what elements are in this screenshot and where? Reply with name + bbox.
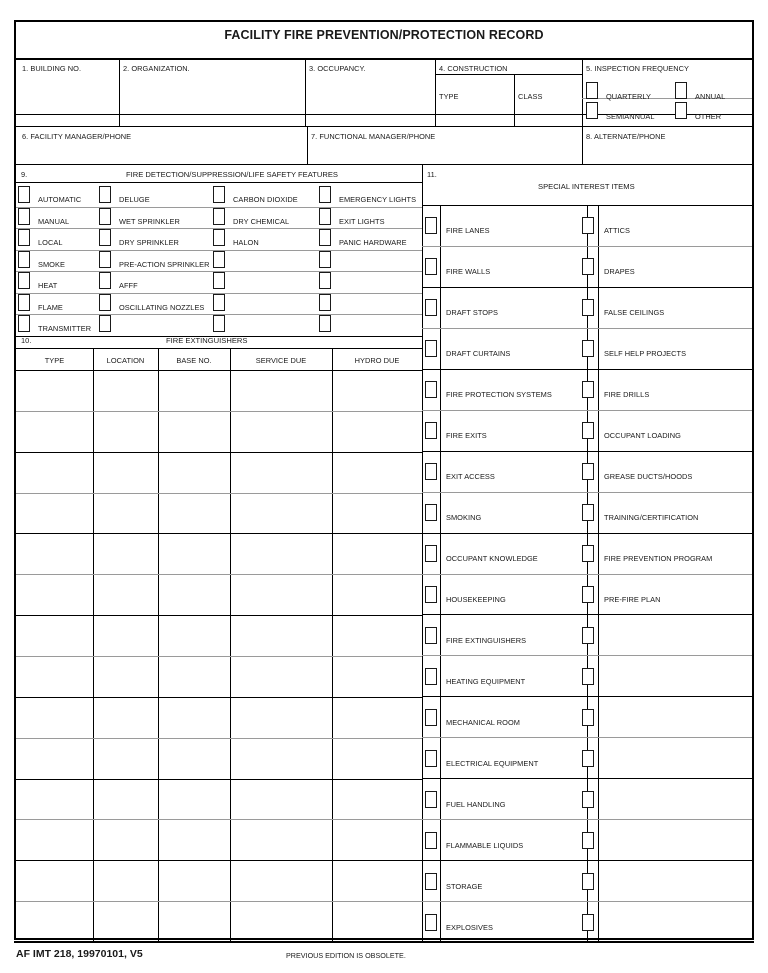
label-exit-lights: EXIT LIGHTS: [339, 217, 385, 226]
section9-number: 9.: [21, 170, 28, 179]
checkbox-wet-sprinkler[interactable]: [99, 208, 111, 225]
cell-location[interactable]: [93, 411, 158, 452]
checkbox-draft-curtains[interactable]: [425, 340, 437, 357]
cell-hydro-due[interactable]: [332, 901, 422, 942]
label-wet-sprinkler: WET SPRINKLER: [119, 217, 180, 226]
cell-base-no[interactable]: [158, 819, 230, 860]
checkbox-deluge[interactable]: [99, 186, 111, 203]
label-facility-manager-phone: 6. FACILITY MANAGER/PHONE: [22, 132, 132, 141]
table-row: [16, 452, 422, 493]
section11-row-divider: [422, 778, 752, 779]
checkbox-heating-equipment[interactable]: [425, 668, 437, 685]
label-semiannual: SEMIANNUAL: [606, 112, 655, 121]
section11-heading: SPECIAL INTEREST ITEMS: [538, 182, 635, 191]
label-fire-protection-systems: FIRE PROTECTION SYSTEMS: [446, 390, 552, 399]
input-construction-class[interactable]: [516, 84, 581, 125]
table-row: [16, 779, 422, 820]
checkbox-blank-right-14[interactable]: [582, 791, 594, 808]
label-draft-curtains: DRAFT CURTAINS: [446, 349, 511, 358]
cell-hydro-due[interactable]: [332, 533, 422, 574]
column-header-base-no: BASE NO.: [176, 356, 212, 365]
label-flame: FLAME: [38, 303, 63, 312]
cell-type[interactable]: [16, 738, 93, 779]
label-functional-manager-phone: 7. FUNCTIONAL MANAGER/PHONE: [311, 132, 436, 141]
checkbox-occupant-loading[interactable]: [582, 422, 594, 439]
table-row: [16, 819, 422, 860]
checkbox-dry-chemical[interactable]: [213, 208, 225, 225]
section10-number: 10.: [21, 336, 32, 345]
cell-type[interactable]: [16, 901, 93, 942]
checkbox-quarterly[interactable]: [586, 82, 598, 99]
label-automatic: AUTOMATIC: [38, 195, 82, 204]
divider-facility-functional: [307, 126, 308, 164]
checkbox-pre-action-sprinkler[interactable]: [99, 251, 111, 268]
divider-construction-inspection: [582, 60, 583, 126]
cell-location[interactable]: [93, 860, 158, 901]
cell-service-due[interactable]: [230, 901, 332, 942]
cell-base-no[interactable]: [158, 574, 230, 615]
label-smoking: SMOKING: [446, 513, 482, 522]
checkbox-fire-prevention-program[interactable]: [582, 545, 594, 562]
table-row: [16, 493, 422, 534]
cell-service-due[interactable]: [230, 697, 332, 738]
section11-row-divider: [422, 287, 752, 288]
label-fuel-handling: FUEL HANDLING: [446, 800, 506, 809]
checkbox-fire-drills[interactable]: [582, 381, 594, 398]
label-annual: ANNUAL: [695, 92, 726, 101]
cell-type[interactable]: [16, 779, 93, 820]
column-header-service-due: SERVICE DUE: [255, 356, 307, 365]
section11-row-divider: [422, 246, 752, 247]
section11-number: 11.: [427, 170, 437, 179]
checkbox-blank-2-5[interactable]: [213, 294, 225, 311]
construction-header-divider: [435, 74, 582, 75]
cell-hydro-due[interactable]: [332, 574, 422, 615]
section11-row-divider: [422, 328, 752, 329]
checkbox-fire-walls[interactable]: [425, 258, 437, 275]
label-transmitter: TRANSMITTER: [38, 324, 92, 333]
cell-service-due[interactable]: [230, 779, 332, 820]
label-fire-prevention-program: FIRE PREVENTION PROGRAM: [604, 554, 713, 563]
label-local: LOCAL: [38, 238, 63, 247]
checkbox-housekeeping[interactable]: [425, 586, 437, 603]
cell-location[interactable]: [93, 901, 158, 942]
label-fire-extinguishers: FIRE EXTINGUISHERS: [446, 636, 527, 645]
label-attics: ATTICS: [604, 226, 631, 235]
form-outer-frame: [14, 20, 754, 940]
cell-hydro-due[interactable]: [332, 370, 422, 411]
section11-row-divider: [422, 451, 752, 452]
section11-row-divider: [422, 492, 752, 493]
footer-divider: [14, 941, 754, 943]
label-exit-access: EXIT ACCESS: [446, 472, 495, 481]
checkbox-blank-right-10[interactable]: [582, 627, 594, 644]
checkbox-false-ceilings[interactable]: [582, 299, 594, 316]
label-other: OTHER: [695, 112, 722, 121]
cell-hydro-due[interactable]: [332, 697, 422, 738]
divider-building-organization: [119, 60, 120, 126]
cell-base-no[interactable]: [158, 779, 230, 820]
divider-type-class: [514, 74, 515, 126]
section9-heading: FIRE DETECTION/SUPPRESSION/LIFE SAFETY FEATURES: [126, 170, 338, 179]
column-header-type: TYPE: [44, 356, 65, 365]
checkbox-panic-hardware[interactable]: [319, 229, 331, 246]
checkbox-pre-fire-plan[interactable]: [582, 586, 594, 603]
cell-location[interactable]: [93, 697, 158, 738]
checkbox-grease-ducts-hoods[interactable]: [582, 463, 594, 480]
checkbox-self-help-projects[interactable]: [582, 340, 594, 357]
label-housekeeping: HOUSEKEEPING: [446, 595, 506, 604]
cell-service-due[interactable]: [230, 819, 332, 860]
checkbox-blank-2-6[interactable]: [213, 315, 225, 332]
section11-row-divider: [422, 410, 752, 411]
label-dry-chemical: DRY CHEMICAL: [233, 217, 290, 226]
label-alternate-phone: 8. ALTERNATE/PHONE: [586, 132, 666, 141]
section11-row-divider: [422, 860, 752, 861]
checkbox-blank-3-4[interactable]: [319, 272, 331, 289]
section11-row-divider: [422, 533, 752, 534]
section11-row-divider: [422, 574, 752, 575]
label-pre-fire-plan: PRE-FIRE PLAN: [604, 595, 661, 604]
cell-hydro-due[interactable]: [332, 738, 422, 779]
title-divider: [16, 58, 752, 60]
cell-service-due[interactable]: [230, 370, 332, 411]
section11-row-divider: [422, 901, 752, 902]
cell-service-due[interactable]: [230, 860, 332, 901]
table-row: [16, 411, 422, 452]
checkbox-emergency-lights[interactable]: [319, 186, 331, 203]
checkbox-electrical-equipment[interactable]: [425, 750, 437, 767]
checkbox-mechanical-room[interactable]: [425, 709, 437, 726]
label-inspection-frequency: 5. INSPECTION FREQUENCY: [586, 64, 689, 73]
cell-location[interactable]: [93, 738, 158, 779]
label-construction-type: TYPE: [439, 92, 459, 101]
row-b-bottom-divider: [16, 164, 752, 165]
label-heating-equipment: HEATING EQUIPMENT: [446, 677, 526, 686]
cell-hydro-due[interactable]: [332, 656, 422, 697]
cell-base-no[interactable]: [158, 533, 230, 574]
label-drapes: DRAPES: [604, 267, 635, 276]
cell-location[interactable]: [93, 615, 158, 656]
checkbox-blank-2-4[interactable]: [213, 272, 225, 289]
label-fire-exits: FIRE EXITS: [446, 431, 487, 440]
checkbox-exit-lights[interactable]: [319, 208, 331, 225]
label-dry-sprinkler: DRY SPRINKLER: [119, 238, 179, 247]
checkbox-fire-protection-systems[interactable]: [425, 381, 437, 398]
cell-type[interactable]: [16, 615, 93, 656]
table-row: [16, 697, 422, 738]
cell-hydro-due[interactable]: [332, 411, 422, 452]
checkbox-halon[interactable]: [213, 229, 225, 246]
label-occupancy: 3. OCCUPANCY.: [309, 64, 366, 73]
cell-type[interactable]: [16, 697, 93, 738]
section9-heading-divider: [16, 182, 422, 183]
label-grease-ducts-hoods: GREASE DUCTS/HOODS: [604, 472, 693, 481]
checkbox-blank-right-17[interactable]: [582, 914, 594, 931]
section10-heading: FIRE EXTINGUISHERS: [166, 336, 248, 345]
table-row: [16, 860, 422, 901]
checkbox-oscillating-nozzles[interactable]: [99, 294, 111, 311]
input-construction-type[interactable]: [437, 84, 513, 125]
label-organization: 2. ORGANIZATION.: [123, 64, 190, 73]
cell-type[interactable]: [16, 411, 93, 452]
cell-hydro-due[interactable]: [332, 819, 422, 860]
table-row: [16, 370, 422, 411]
label-fire-walls: FIRE WALLS: [446, 267, 491, 276]
cell-hydro-due[interactable]: [332, 860, 422, 901]
cell-service-due[interactable]: [230, 738, 332, 779]
cell-base-no[interactable]: [158, 452, 230, 493]
divider-left-right-panels: [422, 164, 423, 942]
table-row: [16, 615, 422, 656]
checkbox-semiannual[interactable]: [586, 102, 598, 119]
section11-row-divider: [422, 614, 752, 615]
input-organization[interactable]: [121, 74, 304, 125]
label-manual: MANUAL: [38, 217, 70, 226]
cell-type[interactable]: [16, 574, 93, 615]
checkbox-explosives[interactable]: [425, 914, 437, 931]
cell-service-due[interactable]: [230, 493, 332, 534]
cell-base-no[interactable]: [158, 656, 230, 697]
column-header-hydro-due: HYDRO DUE: [354, 356, 400, 365]
table-row: [16, 901, 422, 942]
cell-location[interactable]: [93, 656, 158, 697]
page-title: FACILITY FIRE PREVENTION/PROTECTION RECORD: [224, 28, 544, 42]
label-building-no: 1. BUILDING NO.: [22, 64, 82, 73]
checkbox-transmitter[interactable]: [18, 315, 30, 332]
checkbox-carbon-dioxide[interactable]: [213, 186, 225, 203]
checkbox-heat[interactable]: [18, 272, 30, 289]
checkbox-smoking[interactable]: [425, 504, 437, 521]
label-construction: 4. CONSTRUCTION: [439, 64, 508, 73]
label-draft-stops: DRAFT STOPS: [446, 308, 499, 317]
section11-row-divider: [422, 696, 752, 697]
checkbox-blank-3-6[interactable]: [319, 315, 331, 332]
label-pre-action-sprinkler: PRE-ACTION SPRINKLER: [119, 260, 210, 269]
cell-base-no[interactable]: [158, 615, 230, 656]
cell-service-due[interactable]: [230, 411, 332, 452]
checkbox-blank-right-11[interactable]: [582, 668, 594, 685]
cell-hydro-due[interactable]: [332, 493, 422, 534]
label-carbon-dioxide: CARBON DIOXIDE: [233, 195, 298, 204]
label-smoke: SMOKE: [38, 260, 65, 269]
checkbox-attics[interactable]: [582, 217, 594, 234]
checkbox-automatic[interactable]: [18, 186, 30, 203]
input-alternate-phone[interactable]: [584, 142, 751, 163]
checkbox-blank-1-6[interactable]: [99, 315, 111, 332]
label-construction-class: CLASS: [518, 92, 543, 101]
label-occupant-loading: OCCUPANT LOADING: [604, 431, 681, 440]
label-emergency-lights: EMERGENCY LIGHTS: [339, 195, 417, 204]
checkbox-blank-right-13[interactable]: [582, 750, 594, 767]
input-facility-manager-phone[interactable]: [17, 142, 306, 163]
section11-row-divider: [422, 819, 752, 820]
divider-organization-occupancy: [305, 60, 306, 126]
cell-location[interactable]: [93, 819, 158, 860]
cell-hydro-due[interactable]: [332, 615, 422, 656]
checkbox-storage[interactable]: [425, 873, 437, 890]
cell-base-no[interactable]: [158, 901, 230, 942]
checkbox-local[interactable]: [18, 229, 30, 246]
cell-location[interactable]: [93, 574, 158, 615]
checkbox-afff[interactable]: [99, 272, 111, 289]
label-explosives: EXPLOSIVES: [446, 923, 493, 932]
cell-service-due[interactable]: [230, 533, 332, 574]
checkbox-draft-stops[interactable]: [425, 299, 437, 316]
label-oscillating-nozzles: OSCILLATING NOZZLES: [119, 303, 205, 312]
checkbox-fire-extinguishers[interactable]: [425, 627, 437, 644]
checkbox-blank-right-15[interactable]: [582, 832, 594, 849]
checkbox-blank-right-16[interactable]: [582, 873, 594, 890]
cell-base-no[interactable]: [158, 370, 230, 411]
previous-edition-note: PREVIOUS EDITION IS OBSOLETE.: [286, 951, 406, 960]
cell-location[interactable]: [93, 452, 158, 493]
label-storage: STORAGE: [446, 882, 483, 891]
cell-service-due[interactable]: [230, 574, 332, 615]
input-functional-manager-phone[interactable]: [309, 142, 581, 163]
label-mechanical-room: MECHANICAL ROOM: [446, 718, 520, 727]
label-electrical-equipment: ELECTRICAL EQUIPMENT: [446, 759, 539, 768]
label-false-ceilings: FALSE CEILINGS: [604, 308, 665, 317]
checkbox-blank-right-12[interactable]: [582, 709, 594, 726]
checkbox-drapes[interactable]: [582, 258, 594, 275]
cell-type[interactable]: [16, 860, 93, 901]
cell-base-no[interactable]: [158, 493, 230, 534]
cell-type[interactable]: [16, 533, 93, 574]
table-row: [16, 656, 422, 697]
cell-location[interactable]: [93, 493, 158, 534]
input-building-no[interactable]: [17, 74, 118, 125]
cell-type[interactable]: [16, 656, 93, 697]
cell-location[interactable]: [93, 370, 158, 411]
checkbox-smoke[interactable]: [18, 251, 30, 268]
checkbox-blank-2-3[interactable]: [213, 251, 225, 268]
cell-service-due[interactable]: [230, 452, 332, 493]
table-row: [16, 738, 422, 779]
cell-base-no[interactable]: [158, 697, 230, 738]
label-panic-hardware: PANIC HARDWARE: [339, 238, 407, 247]
checkbox-flame[interactable]: [18, 294, 30, 311]
cell-type[interactable]: [16, 493, 93, 534]
input-occupancy[interactable]: [307, 74, 434, 125]
label-fire-lanes: FIRE LANES: [446, 226, 490, 235]
checkbox-training-certification[interactable]: [582, 504, 594, 521]
section11-row-divider: [422, 369, 752, 370]
cell-base-no[interactable]: [158, 411, 230, 452]
divider-occupancy-construction: [435, 60, 436, 126]
checkbox-occupant-knowledge[interactable]: [425, 545, 437, 562]
checkbox-other[interactable]: [675, 102, 687, 119]
cell-type[interactable]: [16, 452, 93, 493]
checkbox-fuel-handling[interactable]: [425, 791, 437, 808]
table-row: [16, 533, 422, 574]
label-fire-drills: FIRE DRILLS: [604, 390, 650, 399]
section11-row-divider: [422, 737, 752, 738]
table-row: [16, 574, 422, 615]
checkbox-blank-3-5[interactable]: [319, 294, 331, 311]
cell-base-no[interactable]: [158, 738, 230, 779]
checkbox-exit-access[interactable]: [425, 463, 437, 480]
cell-location[interactable]: [93, 533, 158, 574]
row-a-bottom-divider: [16, 126, 752, 127]
label-flammable-liquids: FLAMMABLE LIQUIDS: [446, 841, 524, 850]
label-deluge: DELUGE: [119, 195, 150, 204]
label-heat: HEAT: [38, 281, 58, 290]
section11-row-divider: [422, 655, 752, 656]
label-training-certification: TRAINING/CERTIFICATION: [604, 513, 699, 522]
form-number: AF IMT 218, 19970101, V5: [16, 948, 143, 960]
label-halon: HALON: [233, 238, 259, 247]
checkbox-fire-exits[interactable]: [425, 422, 437, 439]
section10-heading-divider: [16, 348, 422, 349]
cell-hydro-due[interactable]: [332, 779, 422, 820]
cell-type[interactable]: [16, 370, 93, 411]
checkbox-blank-3-3[interactable]: [319, 251, 331, 268]
label-self-help-projects: SELF HELP PROJECTS: [604, 349, 687, 358]
cell-hydro-due[interactable]: [332, 452, 422, 493]
checkbox-dry-sprinkler[interactable]: [99, 229, 111, 246]
divider-functional-alternate: [582, 126, 583, 164]
label-quarterly: QUARTERLY: [606, 92, 651, 101]
cell-location[interactable]: [93, 779, 158, 820]
label-occupant-knowledge: OCCUPANT KNOWLEDGE: [446, 554, 538, 563]
cell-type[interactable]: [16, 819, 93, 860]
cell-service-due[interactable]: [230, 615, 332, 656]
checkbox-manual[interactable]: [18, 208, 30, 225]
label-afff: AFFF: [119, 281, 138, 290]
checkbox-fire-lanes[interactable]: [425, 217, 437, 234]
cell-service-due[interactable]: [230, 656, 332, 697]
column-header-location: LOCATION: [106, 356, 145, 365]
checkbox-flammable-liquids[interactable]: [425, 832, 437, 849]
cell-base-no[interactable]: [158, 860, 230, 901]
checkbox-annual[interactable]: [675, 82, 687, 99]
